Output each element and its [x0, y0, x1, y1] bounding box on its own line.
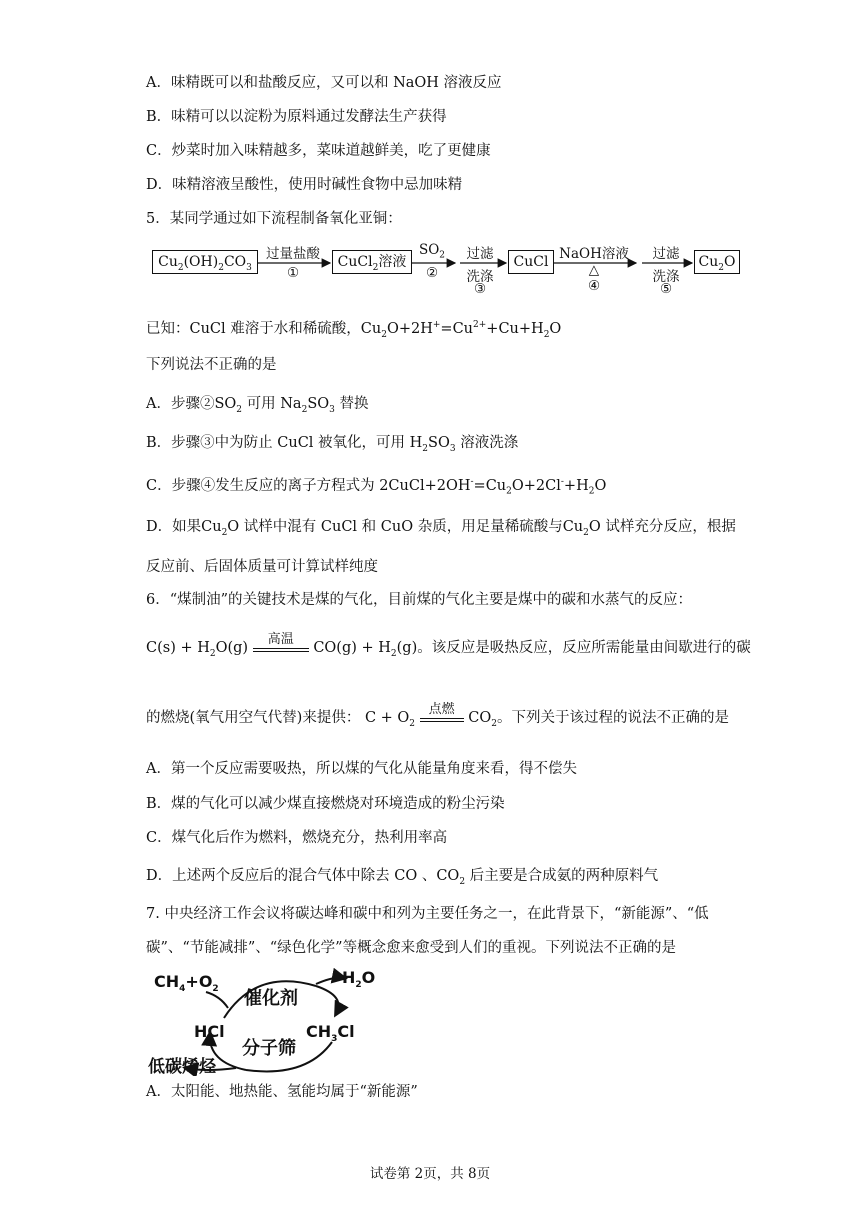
flow-arrow1-bottom: ① [286, 265, 300, 281]
cycle-ch4-o2: $CH_4+O_2$ [154, 972, 219, 995]
q6-option-a: A．第一个反应需要吸热，所以煤的气化从能量角度来看，得不偿失 [146, 761, 577, 777]
cycle-hcl: HCl [194, 1022, 225, 1041]
q6-eq2-right: $CO_2$ [468, 710, 497, 729]
flow-box-cucl2: CuCl$_2$溶液 [332, 250, 412, 274]
q7-line1: 7. 中央经济工作会议将碳达峰和碳中和列为主要任务之一，在此背景下，“新能源”、“低 [146, 906, 709, 922]
q5-option-d-line2: 反应前、后固体质量可计算试样纯度 [146, 559, 378, 575]
cycle-ch3cl: $CH_3Cl$ [306, 1022, 355, 1045]
q6-eq2-condition: 点燃 [420, 720, 464, 722]
q4-option-a: A．味精既可以和盐酸反应，又可以和 NaOH 溶液反应 [146, 75, 502, 91]
q6-eq1-right: $CO(g) + H_2(g)$ [313, 640, 418, 659]
q6-eq2-left: $C + O_2$ [364, 710, 416, 729]
flow-arrow3-top: 过滤 [466, 246, 494, 262]
q5-known: 已知：CuCl 难溶于水和稀硫酸，$Cu_2O+2H^+=Cu^{2+}+Cu+H_2O$ [146, 320, 562, 340]
q7-line2: 碳”、“节能减排”、“绿色化学”等概念愈来愈受到人们的重视。下列说法不正确的是 [146, 940, 677, 956]
cycle-low-carbon-olefins: 低碳烯烃 [148, 1057, 216, 1077]
q5-ask: 下列说法不正确的是 [146, 357, 277, 373]
q6-equation-line: $C(s) + H_2O(g)$ 高温 $CO(g) + H_2(g)$。该反应是吸热反应，反应所需能量由间歇进行的碳 [146, 632, 751, 659]
flow-box-basic-copper-carbonate: $Cu_2(OH)_2CO_3$ [152, 250, 258, 274]
q5-option-b: B．步骤③中为防止 CuCl 被氧化，可用 $H_2SO_3$ 溶液洗涤 [146, 435, 519, 454]
q5-known-equation: $Cu_2O+2H^+=Cu^{2+}+Cu+H_2O$ [360, 320, 562, 340]
flow-arrow3-mid: 洗涤 [466, 269, 494, 285]
flow-arrow3-bottom: ③ [473, 281, 487, 297]
q5-option-c: C．步骤④发生反应的离子方程式为 $2CuCl+2OH^-=Cu_2O+2Cl^-+H_2O$ [146, 477, 607, 497]
flow-arrow2-bottom: ② [425, 265, 439, 281]
cycle-catalyst: 催化剂 [244, 988, 298, 1009]
q7-option-a: A．太阳能、地热能、氢能均属于“新能源” [146, 1084, 418, 1100]
cycle-h2o: $H_2O$ [342, 968, 376, 991]
flow-arrow5-bottom: ⑤ [659, 281, 673, 297]
flow-box-cucl: CuCl [508, 250, 554, 274]
q6-eq1-condition: 高温 [253, 650, 309, 652]
q4-option-d: D．味精溶液呈酸性，使用时碱性食物中忌加味精 [146, 177, 463, 193]
q5-flow-diagram [0, 238, 860, 298]
flow-arrow4-heat: △ [588, 262, 600, 278]
q6-option-b: B．煤的气化可以减少煤直接燃烧对环境造成的粉尘污染 [146, 796, 505, 812]
q6-option-d: D．上述两个反应后的混合气体中除去 CO 、$CO_2$ 后主要是合成氨的两种原料气 [146, 868, 659, 887]
q4-option-b: B．味精可以以淀粉为原料通过发酵法生产获得 [146, 109, 447, 125]
q4-option-c: C．炒菜时加入味精越多，菜味道越鲜美，吃了更健康 [146, 143, 491, 159]
flow-arrow4-top: NaOH溶液 [559, 246, 629, 262]
page-footer: 试卷第 2页，共 8页 [369, 1166, 491, 1182]
flow-arrow1-top: 过量盐酸 [266, 246, 320, 262]
q6-eq1-left: $C(s) + H_2O(g)$ [146, 640, 249, 659]
q6-option-c: C．煤气化后作为燃料，燃烧充分，热利用率高 [146, 830, 448, 846]
q7-cycle-diagram [146, 966, 406, 1076]
q5-stem: 5．某同学通过如下流程制备氧化亚铜： [146, 211, 402, 227]
q5-option-a: A．步骤$②SO_2$ 可用 $Na_2SO_3$ 替换 [146, 396, 369, 415]
flow-arrow2-top: $SO_2$ [418, 242, 446, 261]
flow-arrow4-bottom: ④ [587, 278, 601, 294]
q6-line3: 的燃烧(氧气用空气代替)来提供： $C + O_2$ 点燃 $CO_2$。下列关于该过程的说法不正确的是 [146, 702, 729, 729]
flow-arrow5-top: 过滤 [652, 246, 680, 262]
flow-arrow5-mid: 洗涤 [652, 269, 680, 285]
q5-option-d-line1: D．如果$Cu_2O$ 试样中混有 CuCl 和 CuO 杂质，用足量稀硫酸与$Cu_2O$ 试样充分反应，根据 [146, 519, 736, 538]
cycle-molecular-sieve: 分子筛 [242, 1038, 296, 1059]
flow-box-cu2o: $Cu_2O$ [694, 250, 740, 274]
q6-stem: 6．“煤制油”的关键技术是煤的气化，目前煤的气化主要是煤中的碳和水蒸气的反应： [146, 592, 693, 608]
